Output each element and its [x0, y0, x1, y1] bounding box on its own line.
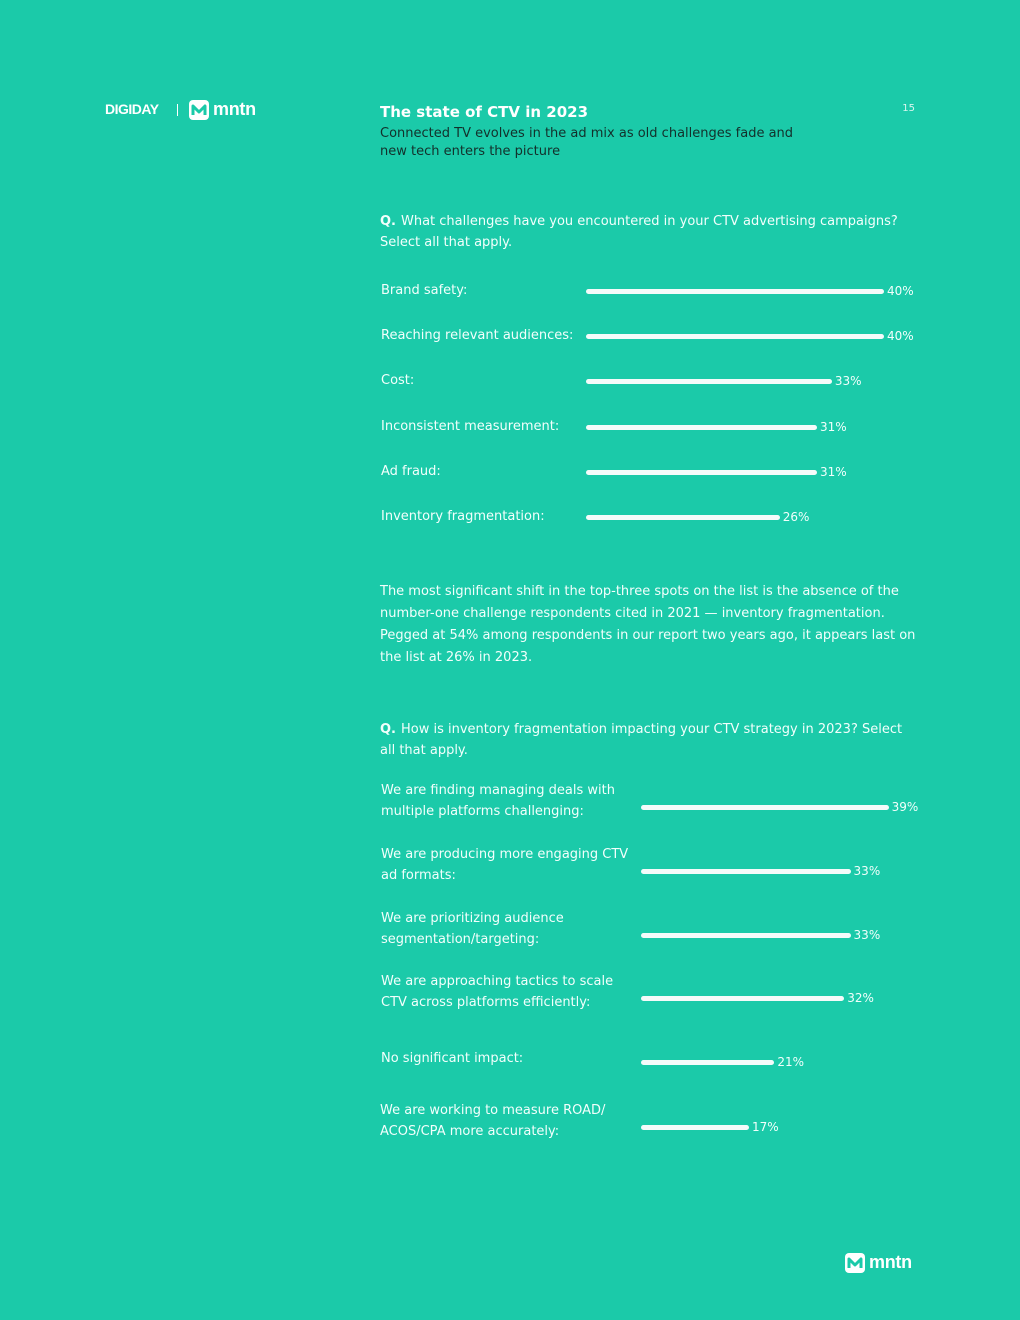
bar: [586, 470, 817, 475]
bar: [641, 933, 851, 938]
bar-value-label: 33%: [853, 928, 881, 942]
bar-value-label: 40%: [887, 329, 914, 343]
footer-mntn-logo: [845, 1252, 912, 1273]
logo-divider: [177, 104, 178, 116]
question-2: [380, 719, 920, 761]
page-number: 15: [902, 103, 915, 114]
bar: [586, 334, 884, 339]
body-paragraph: The most significant shift in the top-three spots on the list is the absence of the number-one challenge respondents cited in 2021 — inventory fragmentation. Pegged at 54% among respondents in our report two years ago, it appears last on the list at 26% in 2023.: [380, 584, 916, 665]
bar-label: Cost:: [381, 373, 415, 388]
bar-label: Ad fraud:: [381, 464, 441, 479]
digiday-logo: DIGIDAY: [105, 101, 159, 117]
bar: [641, 996, 844, 1001]
bar-label: Inconsistent measurement:: [381, 419, 560, 434]
page-subtitle: Connected TV evolves in the ad mix as old challenges fade and new tech enters the picture: [380, 126, 794, 159]
bar-label: Brand safety:: [381, 283, 468, 298]
bar: [641, 1125, 749, 1130]
mntn-wordmark: mntn: [213, 99, 256, 119]
bar-label: We are working to measure ROAD/ ACOS/CPA more accurately:: [380, 1103, 606, 1139]
question-1: [380, 211, 920, 253]
bar-value-label: 21%: [777, 1055, 805, 1069]
mntn-mark-icon: [845, 1253, 865, 1273]
question-text: How is inventory fragmentation impacting your CTV strategy in 2023? Select all that apply.: [380, 722, 903, 758]
bar-value-label: 40%: [887, 284, 914, 298]
bar-value-label: 26%: [782, 510, 810, 524]
bar: [586, 289, 884, 294]
bar: [586, 425, 817, 430]
bar-label: We are approaching tactics to scale CTV across platforms efficiently:: [381, 974, 614, 1010]
question-marker: Q.: [380, 214, 396, 229]
mntn-logo: [189, 99, 256, 120]
page-title: The state of CTV in 2023: [380, 103, 589, 121]
question-marker: Q.: [380, 722, 396, 737]
bar: [641, 805, 889, 810]
mntn-wordmark: mntn: [869, 1252, 912, 1272]
bar-value-label: 31%: [819, 465, 847, 479]
bar-label: No significant impact:: [381, 1051, 524, 1066]
bar: [641, 1060, 774, 1065]
bar-label: Reaching relevant audiences:: [381, 328, 574, 343]
bar-value-label: 39%: [891, 800, 919, 814]
bar-label: We are producing more engaging CTV ad formats:: [381, 847, 629, 883]
mntn-mark-icon: [189, 100, 209, 120]
bar: [641, 869, 851, 874]
question-text: What challenges have you encountered in your CTV advertising campaigns? Select all that apply.: [380, 214, 898, 250]
bar-label: We are prioritizing audience segmentation/targeting:: [381, 911, 564, 947]
bar: [586, 515, 780, 520]
bar-label: Inventory fragmentation:: [381, 509, 545, 524]
bar-value-label: 17%: [751, 1120, 779, 1134]
bar: [586, 379, 832, 384]
bar-value-label: 31%: [819, 420, 847, 434]
bar-value-label: 33%: [853, 864, 881, 878]
bar-label: We are finding managing deals with multiple platforms challenging:: [381, 783, 615, 819]
bar-value-label: 33%: [834, 374, 862, 388]
bar-value-label: 32%: [847, 991, 874, 1005]
